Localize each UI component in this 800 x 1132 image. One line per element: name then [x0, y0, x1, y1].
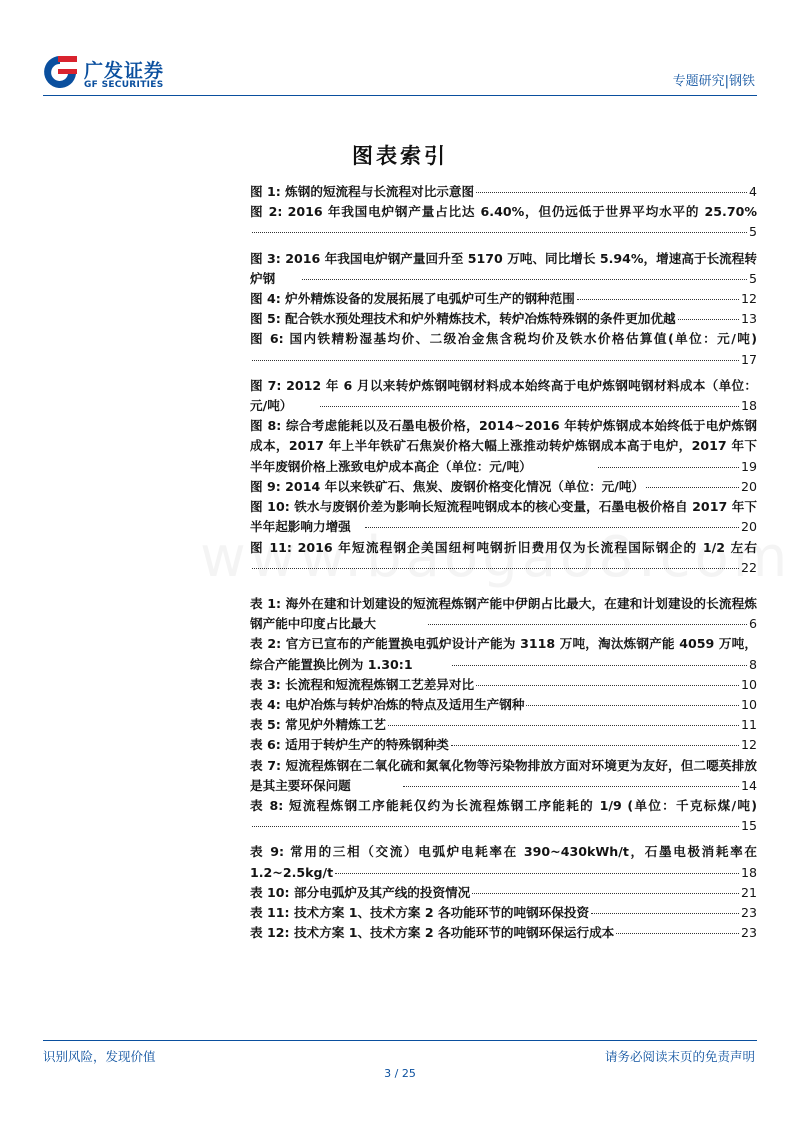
- entry-title: 2016 年我国电炉钢产量回升至 5170 万吨、同比增长 5.94%，增速高于长流程转炉钢: [250, 250, 757, 286]
- entry-title: 长流程和短流程炼钢工艺差异对比: [285, 676, 475, 692]
- entry-label: 表 7:: [250, 757, 282, 773]
- entry-title: 短流程炼钢在二氧化硫和氮氧化物等污染物排放方面对环境更为友好，但二噁英排放是其主要环保问题: [250, 757, 758, 793]
- toc-entry-figure-1[interactable]: [250, 182, 757, 202]
- leader-dots: [252, 232, 747, 233]
- leader-dots: [646, 487, 739, 488]
- entry-page: 22: [740, 559, 757, 575]
- entry-title: 官方已宣布的产能置换电弧炉设计产能为 3118 万吨，淘汰炼钢产能 4059 万吨，综合产能置换比例为 1.30:1: [250, 636, 757, 672]
- page-title: 图表索引: [352, 144, 448, 168]
- leader-dots: [476, 685, 739, 686]
- entry-page: 12: [740, 737, 757, 753]
- toc-entry-table-3[interactable]: [250, 675, 757, 695]
- toc-entry-table-7[interactable]: [250, 756, 757, 796]
- entry-page: 8: [748, 656, 757, 672]
- toc-entry-figure-11[interactable]: [250, 538, 757, 578]
- report-category: 专题研究|钢铁: [672, 74, 755, 89]
- entry-title: 国内铁精粉湿基均价、二级冶金焦含税均价及铁水价格估算值(单位：元/吨): [289, 331, 757, 347]
- entry-page: 18: [740, 864, 757, 880]
- entry-title: 2014 年以来铁矿石、焦炭、废钢价格变化情况（单位：元/吨）: [285, 478, 645, 494]
- leader-dots: [428, 624, 747, 625]
- entry-page: 6: [748, 616, 757, 632]
- toc-entry-table-5[interactable]: [250, 715, 757, 735]
- leader-dots: [452, 665, 747, 666]
- leader-dots: [365, 527, 739, 528]
- footer-slogan: 识别风险，发现价值: [43, 1049, 156, 1064]
- logo-chinese-name: 广发证券: [84, 60, 165, 82]
- entry-title: 铁水与废钢价差为影响长短流程吨钢成本的核心变量，石墨电极价格自 2017 年下半年起影响力增强: [250, 499, 757, 535]
- toc-entry-table-12[interactable]: [250, 923, 757, 943]
- toc-entry-table-6[interactable]: [250, 735, 757, 755]
- leader-dots: [403, 786, 739, 787]
- entry-page: 14: [740, 777, 757, 793]
- leader-dots: [591, 913, 739, 914]
- entry-title: 海外在建和计划建设的短流程炼钢产能中伊朗占比最大，在建和计划建设的长流程炼钢产能中印度占比最大: [250, 595, 758, 632]
- entry-label: 图 5:: [250, 311, 281, 327]
- entry-page: 15: [740, 818, 757, 834]
- entry-page: 18: [740, 398, 757, 414]
- toc-entry-figure-7[interactable]: [250, 376, 757, 416]
- entry-page: 13: [740, 311, 757, 327]
- entry-title: 2016 年短流程钢企美国纽柯吨钢折旧费用仅为长流程国际钢企的 1/2 左右: [297, 539, 757, 555]
- leader-dots: [577, 299, 739, 300]
- entry-page: 10: [740, 676, 757, 692]
- leader-dots: [598, 467, 739, 468]
- leader-dots: [476, 192, 747, 193]
- entry-title: 电炉冶炼与转炉冶炼的特点及适用生产钢种: [285, 696, 525, 712]
- entry-label: 图 10:: [250, 499, 290, 515]
- entry-page: 23: [740, 905, 757, 921]
- entry-title: 2012 年 6 月以来转炉炼钢吨钢材料成本始终高于电炉炼钢吨钢材料成本（单位：元/吨）: [250, 377, 758, 414]
- entry-label: 表 5:: [250, 717, 281, 733]
- entry-page: 20: [740, 519, 757, 535]
- entry-label: 图 2:: [250, 204, 283, 220]
- toc-entry-table-2[interactable]: [250, 634, 757, 674]
- page-header: [0, 0, 800, 100]
- toc-entry-table-11[interactable]: [250, 903, 757, 923]
- leader-dots: [451, 745, 739, 746]
- entry-page: 5: [748, 224, 757, 240]
- entry-title: 常见炉外精炼工艺: [285, 717, 386, 733]
- entry-label: 表 3:: [250, 676, 281, 692]
- entry-label: 表 4:: [250, 696, 281, 712]
- entry-label: 表 1:: [250, 595, 282, 611]
- entry-label: 图 11:: [250, 539, 292, 555]
- entry-page: 17: [740, 351, 757, 367]
- entry-label: 图 9:: [250, 478, 281, 494]
- toc-entry-figure-5[interactable]: [250, 309, 757, 329]
- entry-title: 炉外精炼设备的发展拓展了电弧炉可生产的钢种范围: [285, 291, 575, 307]
- toc-entry-table-8[interactable]: [250, 796, 757, 836]
- toc-entry-figure-4[interactable]: [250, 289, 757, 309]
- leader-dots: [335, 873, 739, 874]
- leader-dots: [616, 933, 739, 934]
- leader-dots: [320, 406, 739, 407]
- entry-label: 图 7:: [250, 377, 282, 393]
- gf-logo-icon: [43, 54, 77, 90]
- leader-dots: [252, 360, 739, 361]
- toc-entry-table-10[interactable]: [250, 883, 757, 903]
- leader-dots: [252, 568, 739, 569]
- entry-label: 表 8:: [250, 798, 284, 813]
- entry-page: 20: [740, 478, 757, 494]
- footer-disclaimer-note: 请务必阅读末页的免责声明: [604, 1049, 755, 1064]
- entry-title: 常用的三相（交流）电弧炉电耗率在 390~430kWh/t，石墨电极消耗率在 1.2~2.5kg/t: [250, 844, 757, 880]
- toc-entry-figure-8[interactable]: [250, 416, 757, 477]
- leader-dots: [252, 826, 739, 827]
- entry-page: 11: [740, 717, 757, 733]
- leader-dots: [472, 893, 739, 894]
- toc-entry-figure-6[interactable]: [250, 329, 757, 369]
- leader-dots: [388, 725, 739, 726]
- entry-label: 表 12:: [250, 925, 290, 941]
- page-number: 3 / 25: [384, 1067, 416, 1080]
- entry-page: 12: [740, 291, 757, 307]
- entry-title: 短流程炼钢工序能耗仅约为长流程炼钢工序能耗的 1/9 (单位：千克标煤/吨): [288, 798, 757, 813]
- entry-page: 10: [740, 696, 757, 712]
- entry-label: 表 2:: [250, 636, 282, 652]
- entry-page: 19: [740, 458, 757, 474]
- entry-title: 综合考虑能耗以及石墨电极价格，2014~2016 年转炉炼钢成本始终低于电炉炼钢成本，2017 年上半年铁矿石焦炭价格大幅上涨推动转炉炼钢成本高于电炉，2017 年下半年废钢价格上涨致电炉成本高企（单位：元/吨）: [250, 418, 757, 474]
- toc-entry-figure-2[interactable]: [250, 202, 757, 242]
- entry-title: 配合铁水预处理技术和炉外精炼技术，转炉冶炼特殊钢的条件更加优越: [285, 311, 676, 327]
- entry-label: 图 8:: [250, 418, 282, 434]
- toc-entry-figure-9[interactable]: [250, 477, 757, 497]
- entry-label: 表 6:: [250, 737, 281, 753]
- toc-entry-table-4[interactable]: [250, 695, 757, 715]
- entry-title: 技术方案 1、技术方案 2 各功能环节的吨钢环保投资: [293, 905, 590, 921]
- entry-page: 23: [740, 925, 757, 941]
- leader-dots: [302, 279, 747, 280]
- entry-title: 部分电弧炉及其产线的投资情况: [293, 884, 471, 900]
- entry-title: 适用于转炉生产的特殊钢种类: [285, 737, 449, 753]
- logo-english-name: GF SECURITIES: [84, 80, 164, 90]
- entry-title: 2016 年我国电炉钢产量占比达 6.40%，但仍远低于世界平均水平的 25.70%: [287, 204, 757, 220]
- toc-entry-table-1[interactable]: [250, 594, 757, 634]
- entry-label: 表 11:: [250, 905, 290, 921]
- entry-label: 表 9:: [250, 844, 285, 860]
- entry-page: 5: [748, 270, 757, 286]
- footer-divider: [43, 1040, 757, 1041]
- entry-title: 炼钢的短流程与长流程对比示意图: [285, 184, 475, 199]
- entry-label: 图 6:: [250, 331, 284, 347]
- figure-table-index: [250, 182, 757, 943]
- toc-entry-figure-10[interactable]: [250, 497, 757, 537]
- entry-label: 图 1:: [250, 184, 281, 199]
- entry-label: 表 10:: [250, 884, 290, 900]
- entry-page: 21: [740, 884, 757, 900]
- entry-page: 4: [748, 184, 757, 199]
- leader-dots: [526, 705, 739, 706]
- entry-title: 技术方案 1、技术方案 2 各功能环节的吨钢环保运行成本: [293, 925, 615, 941]
- toc-entry-figure-3[interactable]: [250, 249, 757, 289]
- entry-label: 图 4:: [250, 291, 281, 307]
- entry-label: 图 3:: [250, 250, 281, 266]
- toc-entry-table-9[interactable]: [250, 842, 757, 882]
- leader-dots: [678, 319, 739, 320]
- header-divider: [43, 95, 757, 96]
